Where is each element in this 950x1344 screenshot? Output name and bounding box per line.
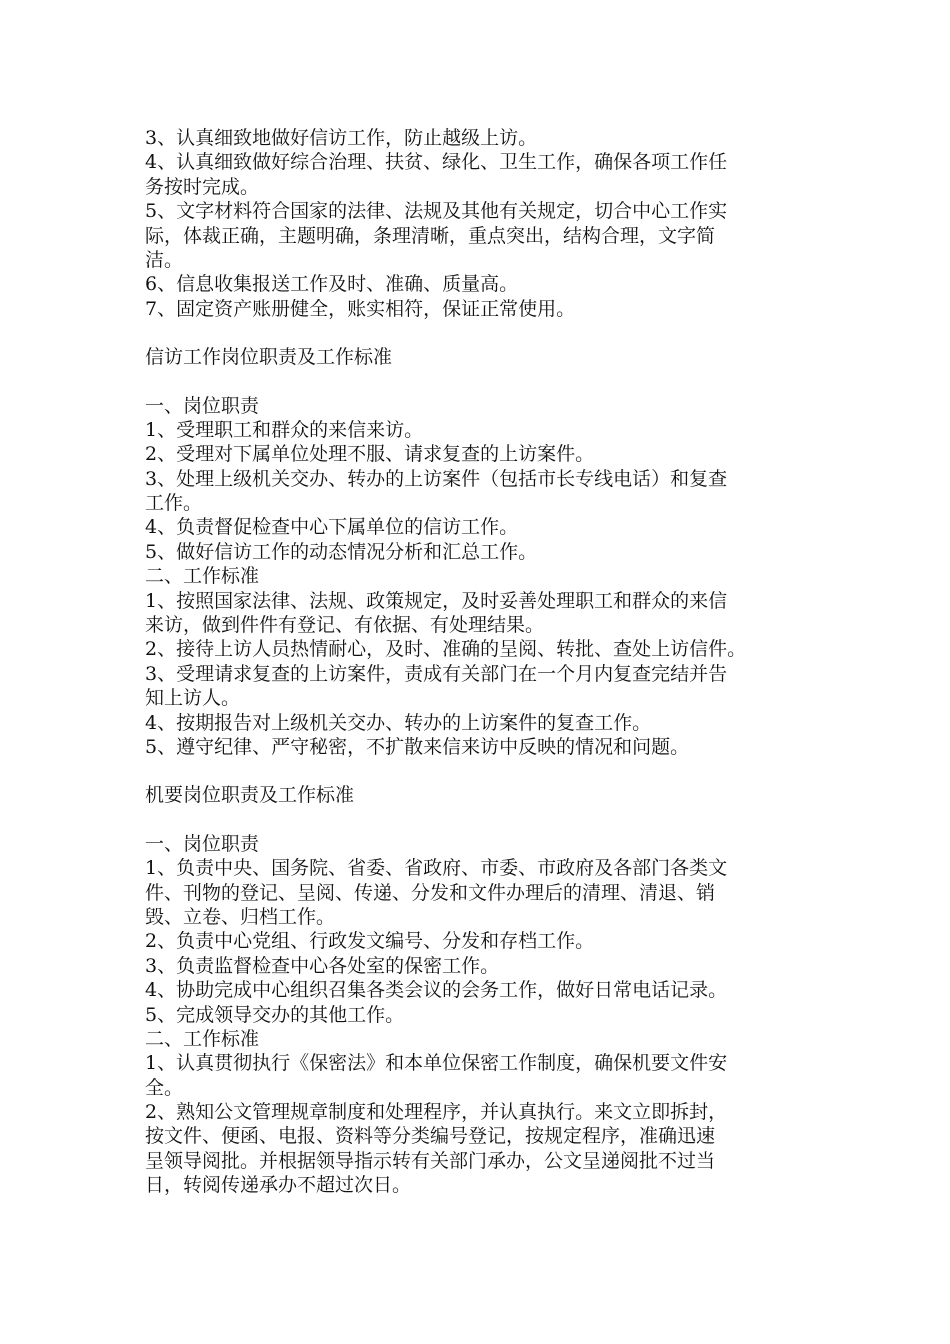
text-line: 知上访人。 [145, 687, 241, 710]
text-line: 1、负责中央、国务院、省委、省政府、市委、市政府及各部门各类文 [145, 857, 728, 880]
text-line: 日，转阅传递承办不超过次日。 [145, 1174, 412, 1197]
text-line: 3、负责监督检查中心各处室的保密工作。 [145, 954, 500, 977]
text-line: 际，体裁正确，主题明确，条理清晰，重点突出，结构合理，文字简 [145, 224, 716, 247]
document-page [145, 126, 825, 1198]
text-line: 全。 [145, 1076, 184, 1099]
text-line: 4、按期报告对上级机关交办、转办的上访案件的复查工作。 [145, 711, 652, 734]
text-line: 务按时完成。 [145, 175, 260, 198]
text-line: 5、遵守纪律、严守秘密，不扩散来信来访中反映的情况和问题。 [145, 735, 690, 758]
text-line: 2、负责中心党组、行政发文编号、分发和存档工作。 [145, 930, 595, 953]
text-line: 6、信息收集报送工作及时、准确、质量高。 [145, 273, 519, 296]
text-line: 工作。 [145, 492, 203, 515]
text-line: 二、工作标准 [145, 565, 260, 588]
text-line: 毁、立卷、归档工作。 [145, 905, 336, 928]
text-line: 二、工作标准 [145, 1027, 260, 1050]
text-line: 3、受理请求复查的上访案件，责成有关部门在一个月内复查完结并告 [145, 662, 728, 685]
text-line: 3、认真细致地做好信访工作，防止越级上访。 [145, 127, 538, 149]
text-line: 来访，做到件件有登记、有依据、有处理结果。 [145, 614, 545, 637]
text-line: 1、受理职工和群众的来信来访。 [145, 418, 424, 441]
text-line: 1、认真贯彻执行《保密法》和本单位保密工作制度，确保机要文件安 [145, 1052, 728, 1075]
text-line: 一、岗位职责 [145, 394, 260, 417]
text-line: 2、受理对下属单位处理不服、请求复查的上访案件。 [145, 443, 595, 466]
text-line: 4、协助完成中心组织召集各类会议的会务工作，做好日常电话记录。 [145, 979, 728, 1002]
section-body-petition [145, 394, 825, 760]
text-line: 7、固定资产账册健全，账实相符，保证正常使用。 [145, 297, 576, 320]
section-title-petition: 信访工作岗位职责及工作标准 [145, 346, 393, 369]
text-line: 洁。 [145, 248, 184, 271]
intro-block [145, 126, 825, 321]
text-line: 5、文字材料符合国家的法律、法规及其他有关规定，切合中心工作实 [145, 200, 728, 223]
text-line: 一、岗位职责 [145, 832, 260, 855]
text-line: 呈领导阅批。并根据领导指示转有关部门承办，公文呈递阅批不过当 [145, 1149, 716, 1172]
section-body-confidential [145, 832, 825, 1198]
text-line: 1、按照国家法律、法规、政策规定，及时妥善处理职工和群众的来信 [145, 589, 728, 612]
text-line: 5、做好信访工作的动态情况分析和汇总工作。 [145, 540, 538, 563]
text-line: 4、负责督促检查中心下属单位的信访工作。 [145, 516, 519, 539]
text-line: 按文件、便函、电报、资料等分类编号登记，按规定程序，准确迅速 [145, 1125, 716, 1148]
text-line: 2、接待上访人员热情耐心，及时、准确的呈阅、转批、查处上访信件。 [145, 638, 747, 661]
text-line: 5、完成领导交办的其他工作。 [145, 1003, 405, 1026]
text-line: 2、熟知公文管理规章制度和处理程序，并认真执行。来文立即拆封， [145, 1101, 728, 1124]
text-line: 件、刊物的登记、呈阅、传递、分发和文件办理后的清理、清退、销 [145, 881, 716, 904]
text-line: 3、处理上级机关交办、转办的上访案件（包括市长专线电话）和复查 [145, 467, 728, 490]
text-line: 4、认真细致做好综合治理、扶贫、绿化、卫生工作，确保各项工作任 [145, 151, 728, 174]
section-title-confidential: 机要岗位职责及工作标准 [145, 784, 355, 807]
